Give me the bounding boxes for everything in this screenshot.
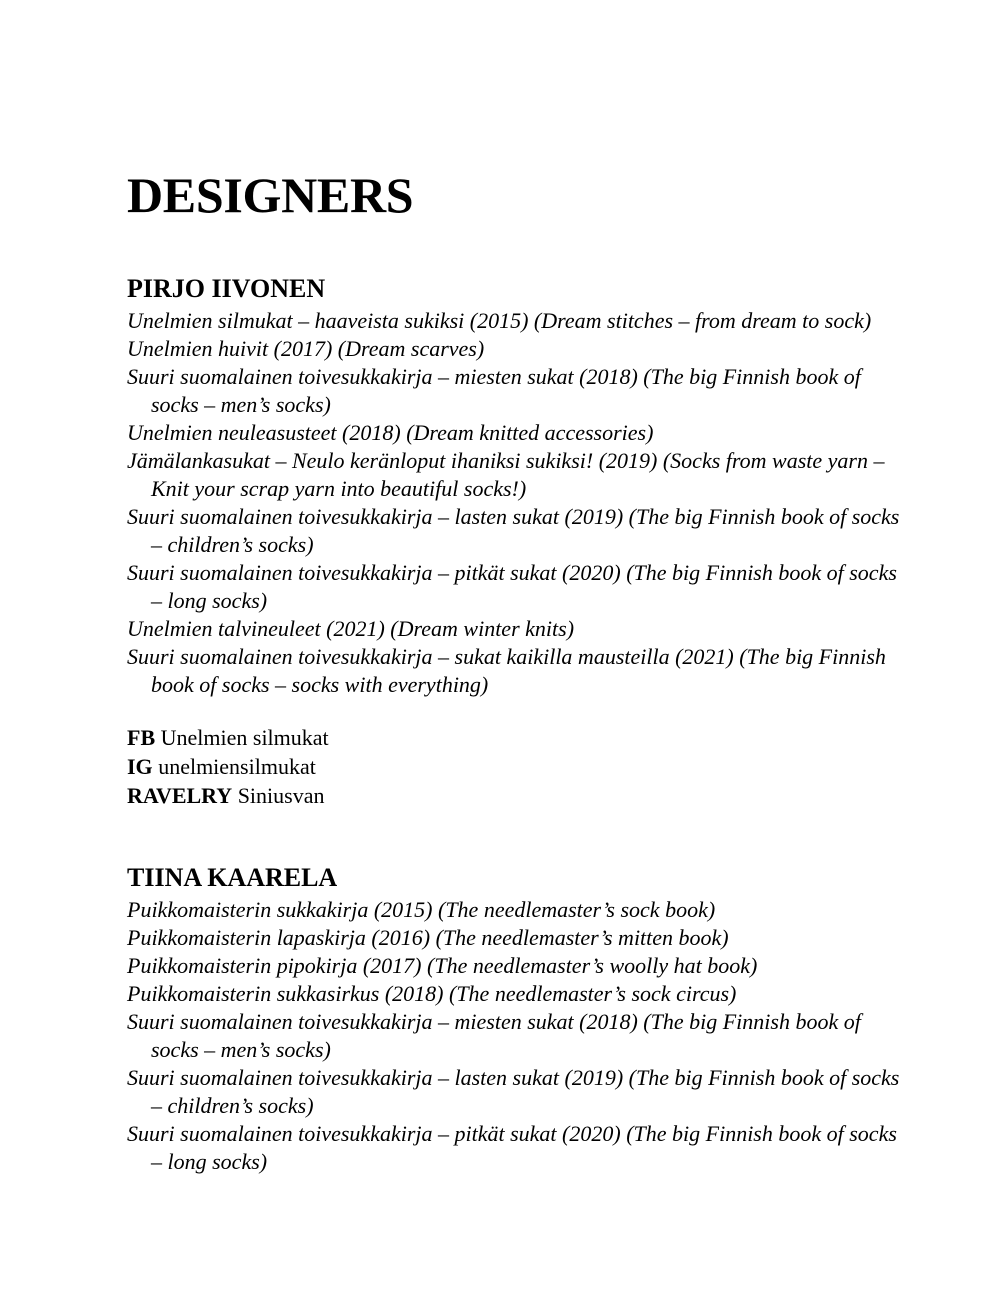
book-title: Puikkomaisterin sukkakirja (2015) (The needlemaster’s sock book) [127, 897, 716, 922]
book-title: Unelmien silmukat – haaveista sukiksi (2015) (Dream stitches – from dream to sock) [127, 308, 872, 333]
book-title: Puikkomaisterin sukkasirkus (2018) (The needlemaster’s sock circus) [127, 981, 737, 1006]
designer-name: PIRJO IIVONEN [127, 274, 326, 303]
book-title: Suuri suomalainen toivesukkakirja – miesten sukat (2018) (The big Finnish book of socks – men’s socks) [127, 364, 861, 417]
page-title: DESIGNERS [127, 167, 414, 223]
book-title: Unelmien huivit (2017) (Dream scarves) [127, 336, 485, 361]
book-title: Puikkomaisterin lapaskirja (2016) (The needlemaster’s mitten book) [127, 925, 729, 950]
designer-section-tiina-kaarela [127, 860, 900, 1176]
book-title: Suuri suomalainen toivesukkakirja – lasten sukat (2019) (The big Finnish book of socks – children’s socks) [127, 1065, 900, 1118]
book-title: Suuri suomalainen toivesukkakirja – lasten sukat (2019) (The big Finnish book of socks – children’s socks) [127, 504, 900, 557]
social-link-value: Unelmien silmukat [160, 725, 329, 750]
book-title: Suuri suomalainen toivesukkakirja – sukat kaikilla mausteilla (2021) (The big Finnish book of socks – socks with everything) [127, 644, 886, 697]
social-link-facebook [127, 723, 887, 752]
book-title: Suuri suomalainen toivesukkakirja – miesten sukat (2018) (The big Finnish book of socks – men’s socks) [127, 1009, 861, 1062]
book-list [127, 307, 900, 699]
social-link-label: FB [127, 725, 156, 750]
book-title: Puikkomaisterin pipokirja (2017) (The needlemaster’s woolly hat book) [127, 953, 758, 978]
book-title: Unelmien talvineuleet (2021) (Dream winter knits) [127, 616, 575, 641]
social-link-value: Siniusvan [237, 783, 325, 808]
social-link-value: unelmiensilmukat [158, 754, 316, 779]
book-title: Suuri suomalainen toivesukkakirja – pitkät sukat (2020) (The big Finnish book of socks – long socks) [127, 560, 897, 613]
social-links [127, 723, 887, 810]
book-list [127, 896, 900, 1176]
book-title: Unelmien neuleasusteet (2018) (Dream knitted accessories) [127, 420, 654, 445]
social-link-label: RAVELRY [127, 783, 233, 808]
designer-section-pirjo-iivonen [127, 271, 900, 810]
book-title: Suuri suomalainen toivesukkakirja – pitkät sukat (2020) (The big Finnish book of socks – long socks) [127, 1121, 897, 1174]
social-link-ravelry [127, 781, 887, 810]
social-link-instagram [127, 752, 887, 781]
designer-name: TIINA KAARELA [127, 863, 338, 892]
social-link-label: IG [127, 754, 153, 779]
book-title: Jämälankasukat – Neulo keränloput ihaniksi sukiksi! (2019) (Socks from waste yarn – Knit your scrap yarn into beautiful socks!) [127, 448, 885, 501]
